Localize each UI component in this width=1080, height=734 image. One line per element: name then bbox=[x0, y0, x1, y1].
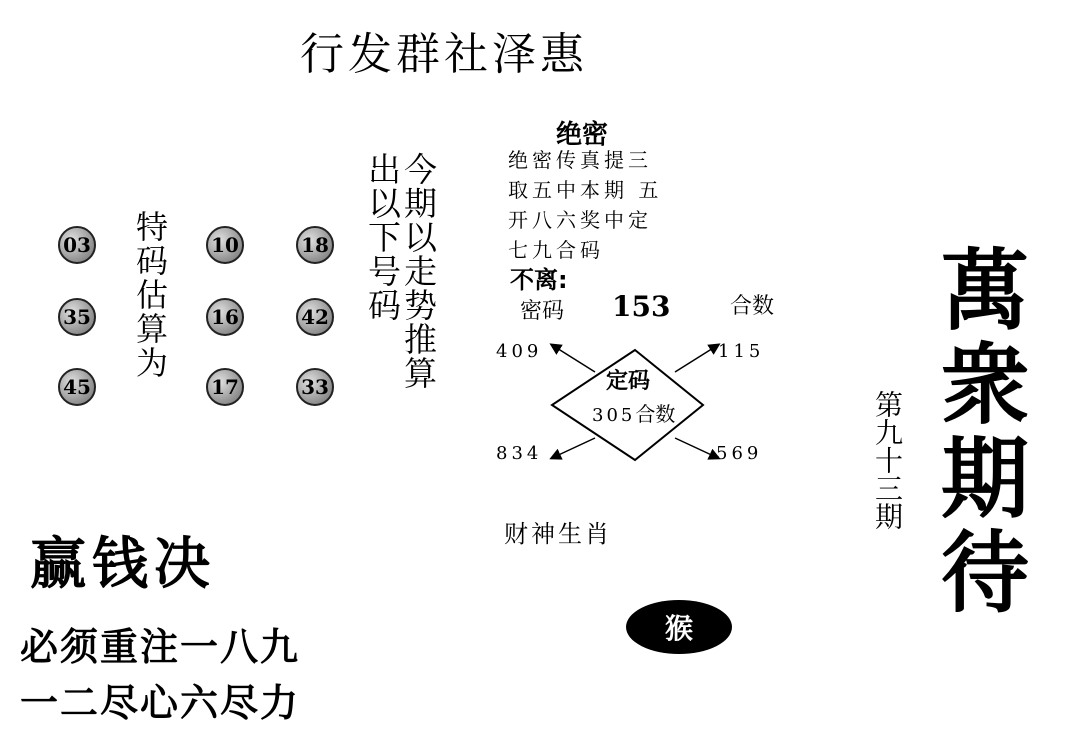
number-ball: 17 bbox=[206, 368, 244, 406]
number-ball: 33 bbox=[296, 368, 334, 406]
win-line-2: 一二尽心六尽力 bbox=[20, 680, 301, 725]
number-ball: 16 bbox=[206, 298, 244, 336]
sum-label: 合数 bbox=[730, 294, 775, 319]
diamond-tl-value: 409 bbox=[496, 341, 543, 362]
diamond-bl-value: 834 bbox=[496, 443, 543, 464]
trend-text-col2: 出以下号码 bbox=[363, 152, 402, 322]
diamond-sum: 合数 bbox=[635, 402, 676, 426]
diamond-center bbox=[592, 398, 675, 427]
page-title: 行发群社泽惠 bbox=[300, 29, 588, 80]
code-value: 153 bbox=[612, 290, 671, 323]
number-ball: 35 bbox=[58, 298, 96, 336]
number-ball: 18 bbox=[296, 226, 334, 264]
win-line-1: 必须重注一八九 bbox=[20, 624, 301, 669]
arrow-bottom-left bbox=[552, 438, 595, 458]
arrow-top-right bbox=[675, 345, 718, 372]
secret-line: 绝密传真提三 bbox=[508, 148, 652, 172]
win-title: 赢钱决 bbox=[30, 531, 216, 597]
diamond-br-value: 569 bbox=[716, 443, 763, 464]
big-vertical-slogan: 萬衆期待 bbox=[927, 244, 1031, 620]
zodiac-badge: 猴 bbox=[626, 600, 732, 654]
number-ball: 10 bbox=[206, 226, 244, 264]
diamond-tr-value: 115 bbox=[718, 341, 765, 362]
buli-heading: 不离: bbox=[510, 266, 568, 294]
secret-heading: 绝密 bbox=[556, 120, 609, 150]
arrow-bottom-right bbox=[675, 438, 718, 458]
diamond-label: 定码 bbox=[606, 369, 651, 394]
number-ball: 03 bbox=[58, 226, 96, 264]
number-ball: 45 bbox=[58, 368, 96, 406]
secret-line: 七九合码 bbox=[508, 238, 604, 262]
arrow-top-left bbox=[552, 345, 595, 372]
secret-line: 开八六奖中定 bbox=[508, 208, 652, 232]
caishen-label: 财神生肖 bbox=[504, 520, 612, 548]
issue-number: 第九十三期 bbox=[871, 390, 904, 530]
secret-lines bbox=[508, 145, 662, 265]
trend-text-col1: 今期以走势推算 bbox=[399, 152, 438, 390]
special-code-label: 特码估算为 bbox=[131, 210, 169, 380]
number-ball: 42 bbox=[296, 298, 334, 336]
diamond-value: 305 bbox=[592, 405, 636, 426]
code-label: 密码 bbox=[520, 299, 565, 324]
secret-line: 取五中本期 五 bbox=[508, 178, 663, 202]
